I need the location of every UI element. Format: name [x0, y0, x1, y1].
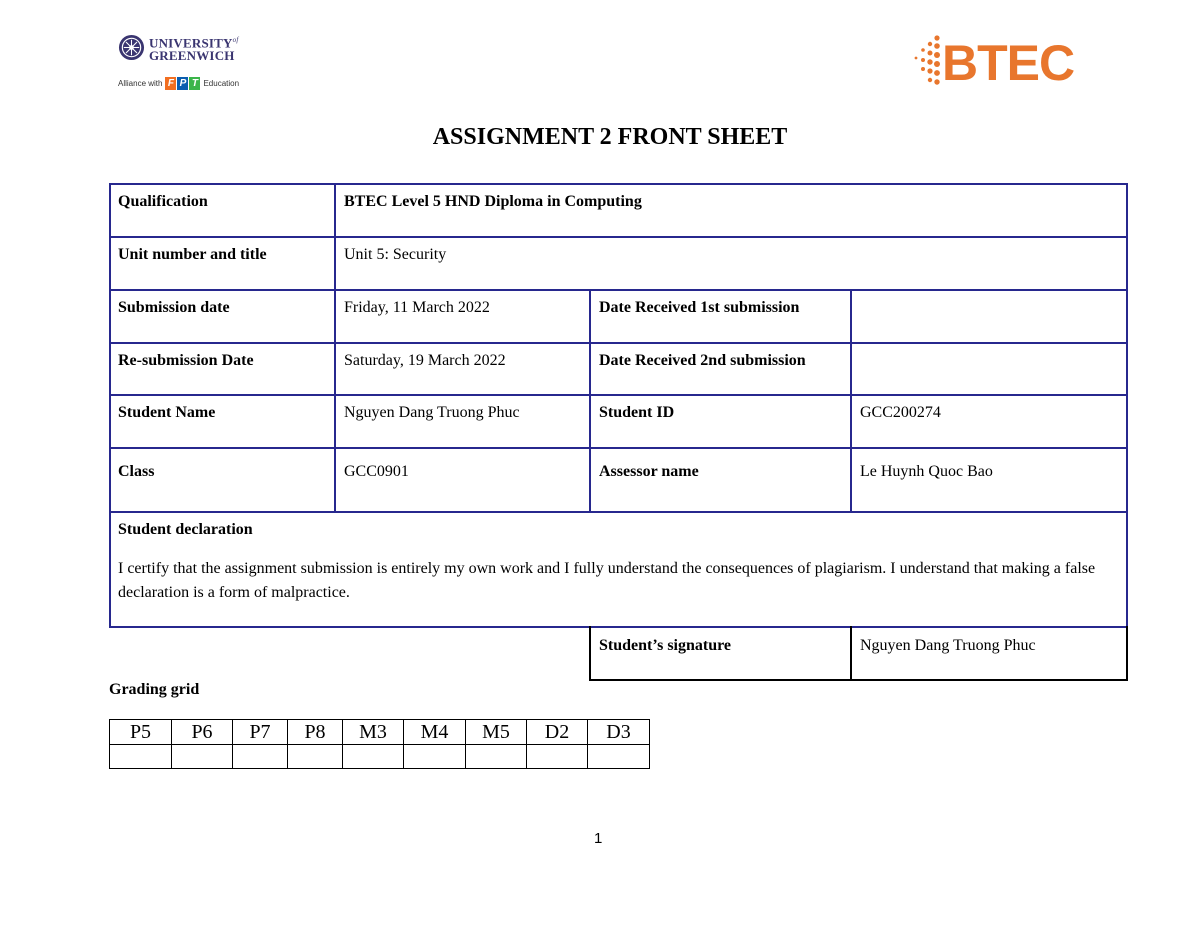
grade-mark-cell	[172, 745, 233, 769]
btec-logo	[910, 32, 1095, 92]
qualification-label: Qualification	[118, 193, 208, 210]
assessor-label: Assessor name	[599, 463, 699, 480]
btec-dots-icon	[910, 34, 944, 90]
resubmission-date-label: Re-submission Date	[118, 352, 254, 369]
grade-mark-cell	[527, 745, 588, 769]
university-seal-icon	[118, 34, 145, 61]
grade-header-cell: D2	[527, 720, 588, 745]
grade-mark-cell	[110, 745, 172, 769]
front-sheet-table	[109, 183, 1128, 681]
date-received-1-value	[851, 289, 869, 309]
submission-date-label: Submission date	[118, 299, 230, 316]
date-received-2-label: Date Received 2nd submission	[599, 352, 806, 369]
signature-value: Nguyen Dang Truong Phuc	[860, 637, 1036, 654]
qualification-value: BTEC Level 5 HND Diploma in Computing	[344, 193, 642, 210]
page-title: ASSIGNMENT 2 FRONT SHEET	[432, 124, 788, 150]
page-number: 1	[594, 830, 603, 847]
class-value: GCC0901	[344, 463, 409, 480]
grading-grid-title: Grading grid	[109, 681, 200, 698]
student-name-label: Student Name	[118, 404, 216, 421]
university-of-greenwich-logo	[118, 32, 258, 94]
alliance-with-fpt: Alliance with F P T Education	[118, 78, 240, 89]
unit-value: Unit 5: Security	[344, 246, 447, 263]
assessor-value: Le Huynh Quoc Bao	[860, 463, 993, 480]
grade-header-cell: P7	[233, 720, 288, 745]
grade-mark-cell	[288, 745, 343, 769]
btec-wordmark: BTEC	[942, 35, 1075, 91]
date-received-2-value	[851, 342, 869, 362]
grade-header-cell: P8	[288, 720, 343, 745]
grade-header-cell: M3	[343, 720, 404, 745]
date-received-1-label: Date Received 1st submission	[599, 299, 800, 316]
grade-mark-cell	[233, 745, 288, 769]
grade-header-cell: P6	[172, 720, 233, 745]
grade-mark-cell	[404, 745, 466, 769]
student-id-value: GCC200274	[860, 404, 941, 421]
submission-date-value: Friday, 11 March 2022	[344, 299, 490, 316]
grade-mark-cell	[466, 745, 527, 769]
declaration-label: Student declaration	[118, 521, 253, 538]
declaration-text: I certify that the assignment submission is entirely my own work and I fully understand the consequences of plagiarism. I understand that making a false declaration is a form of malpractice.	[118, 560, 1096, 601]
grade-mark-cell	[588, 745, 650, 769]
resubmission-date-value: Saturday, 19 March 2022	[344, 352, 506, 369]
class-label: Class	[118, 463, 155, 480]
grade-mark-cell	[343, 745, 404, 769]
unit-label: Unit number and title	[118, 246, 267, 263]
student-id-label: Student ID	[599, 404, 675, 421]
university-name: $UNIVERSITY^{of}$ GREENWICH	[149, 35, 239, 64]
student-name-value: Nguyen Dang Truong Phuc	[344, 404, 520, 421]
grading-grid	[109, 719, 650, 769]
grade-header-cell: M5	[466, 720, 527, 745]
grade-header-cell: P5	[110, 720, 172, 745]
grade-header-cell: M4	[404, 720, 466, 745]
signature-label: Student’s signature	[599, 637, 732, 654]
grade-header-cell: D3	[588, 720, 650, 745]
fpt-logo: F P T	[165, 77, 200, 90]
